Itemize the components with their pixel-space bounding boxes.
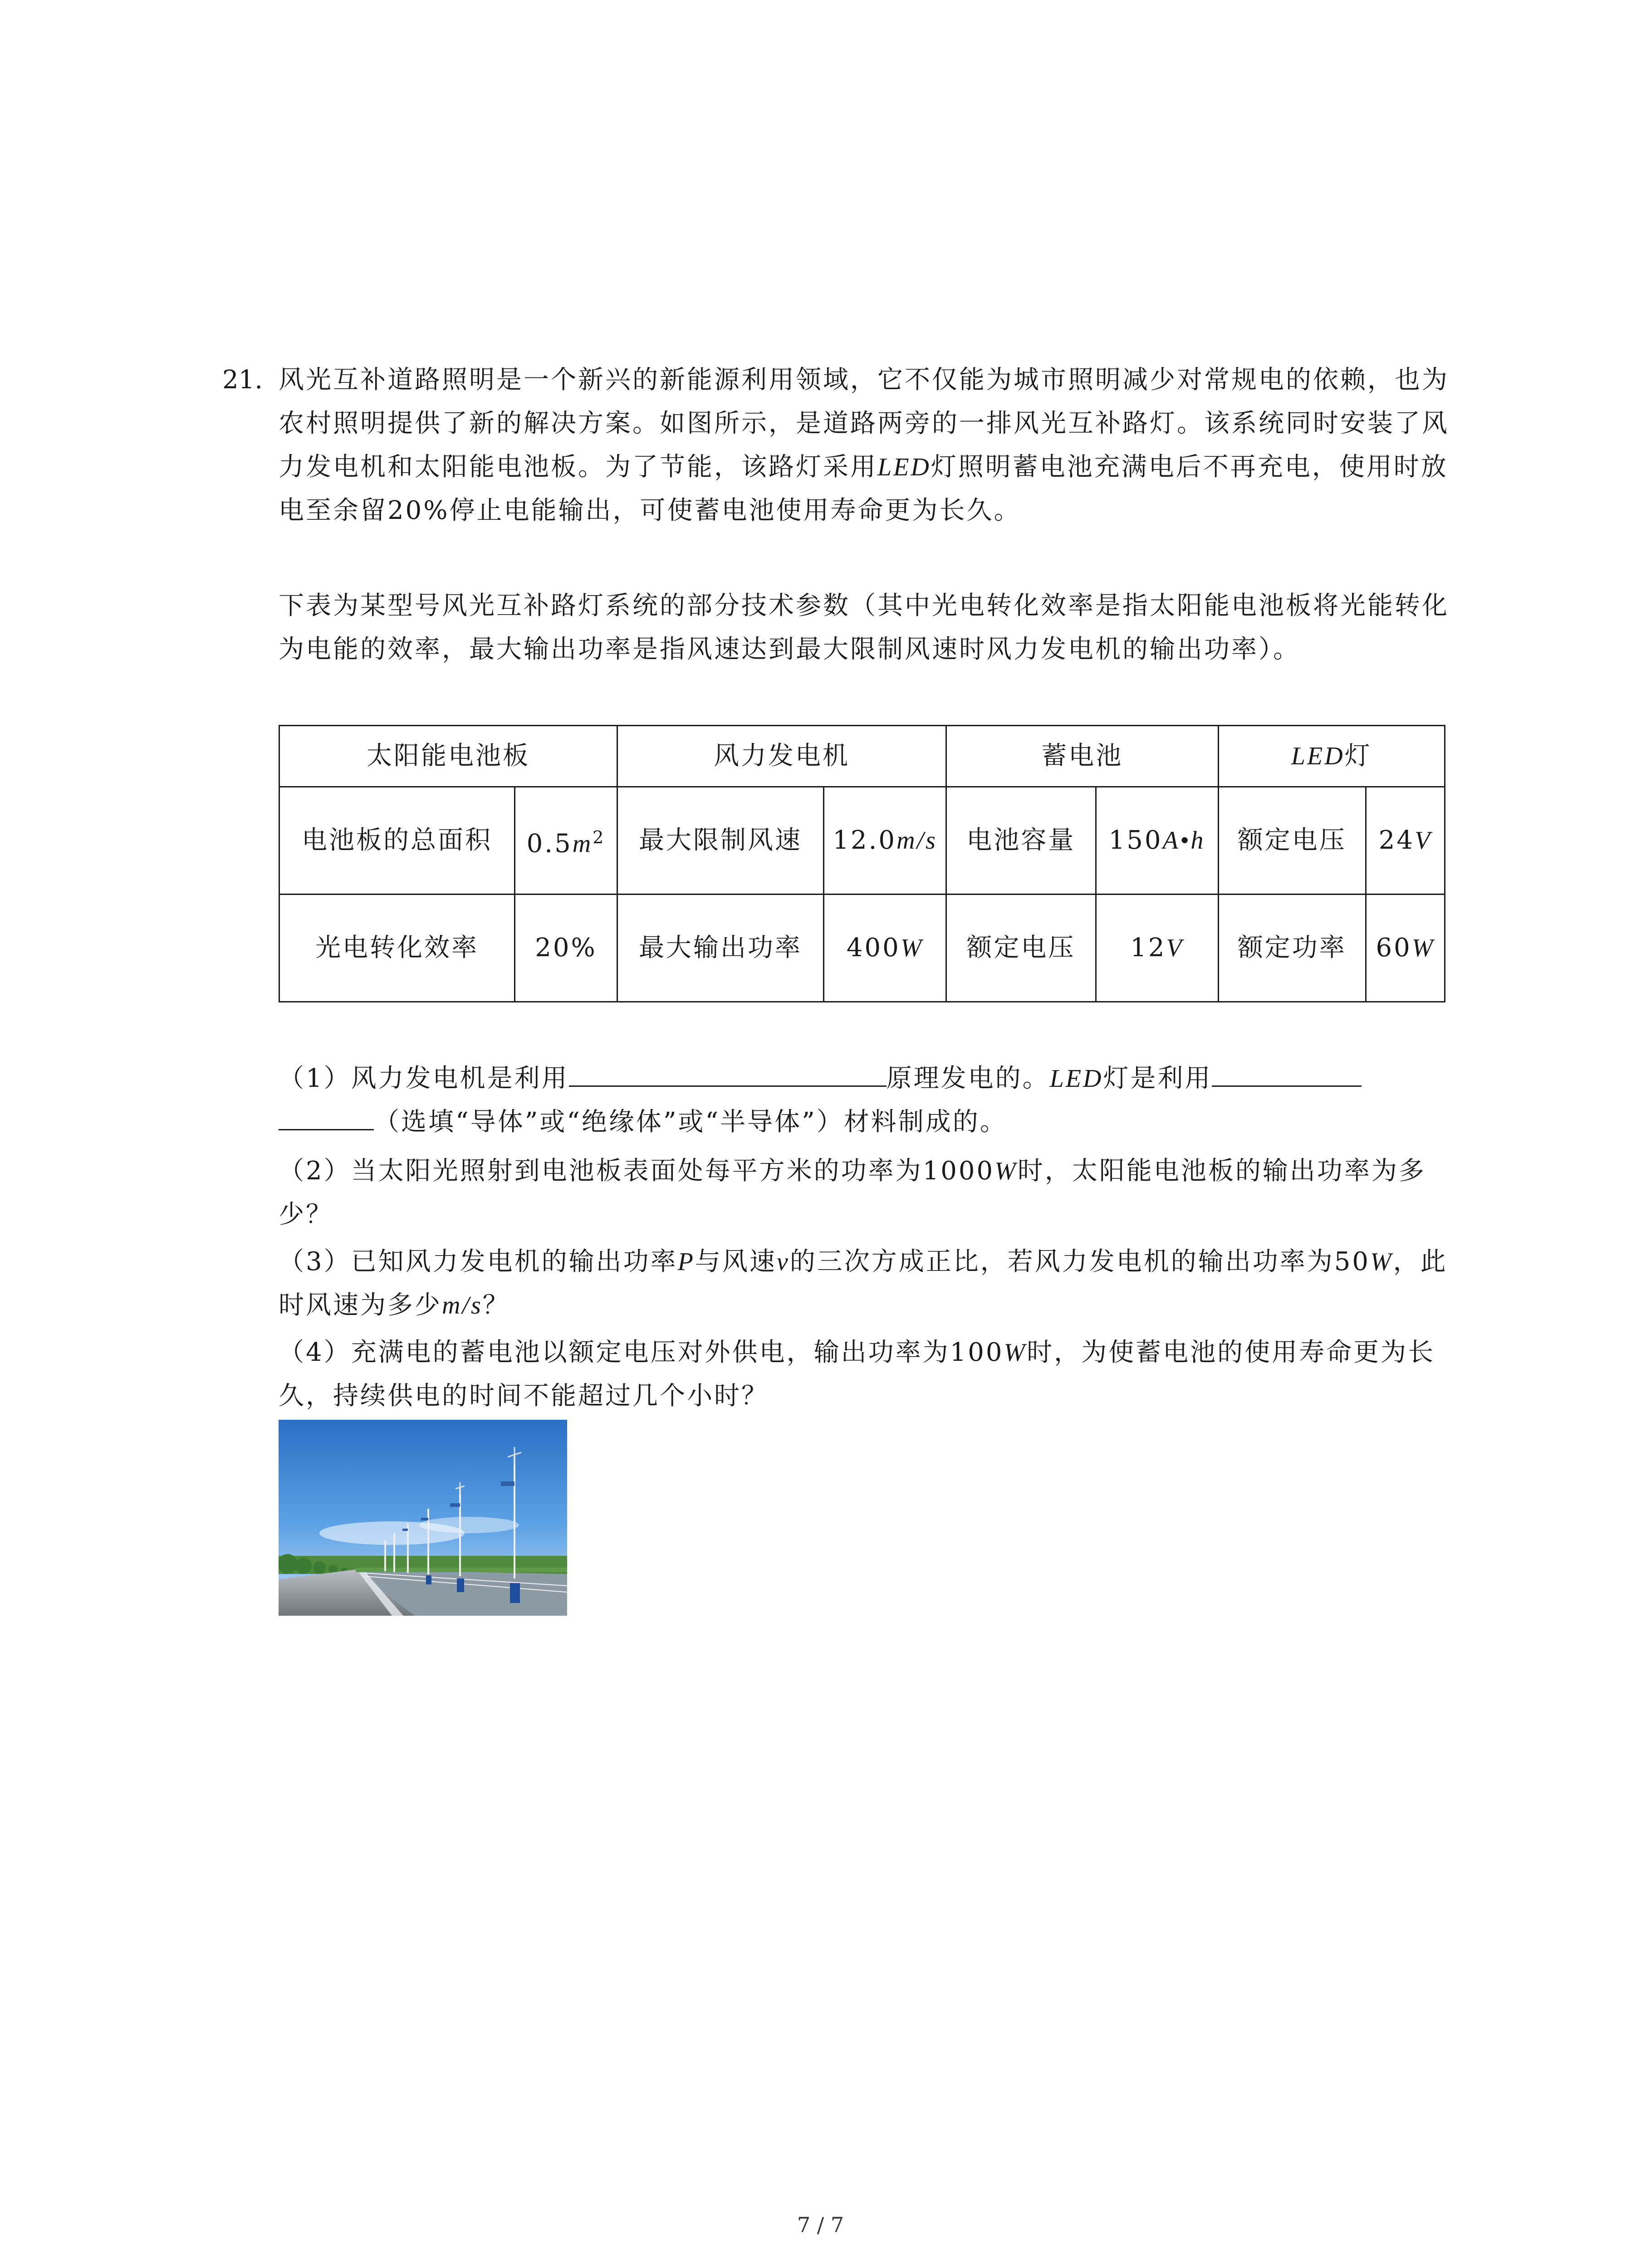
value-number: 12.0 <box>833 826 897 855</box>
subquestion-2 <box>279 1149 1458 1237</box>
cell-capacity-value <box>1096 787 1218 894</box>
header-led-lamp <box>1218 726 1445 787</box>
q3-symbol-v: v <box>776 1248 790 1276</box>
q3-unit-2: m/s <box>442 1291 483 1320</box>
street-lamp-photo <box>279 1420 567 1616</box>
value-number: 12 <box>1130 933 1166 963</box>
cell-led-voltage-value <box>1366 787 1445 894</box>
q3-text-b: 与风速 <box>695 1247 777 1276</box>
value-unit: A•h <box>1162 826 1205 855</box>
q2-unit: W <box>994 1157 1018 1185</box>
parameter-table <box>279 725 1445 1002</box>
value-number: 0.5 <box>526 829 573 859</box>
intro-text-1: 风光互补道路照明是一个新兴的新能源利用领域，它不仅能为城市照明减少对常规电的依赖，也为农村照明提供了新的解决方案。如图所示，是道路两旁的一排风光互补路灯。该系统同时安装了风力发电机和太阳能电池板。为了节能，该路灯采用 <box>279 365 1449 482</box>
cell-led-power-label: 额定功率 <box>1218 894 1366 1002</box>
subquestion-4 <box>279 1331 1458 1418</box>
q4-unit: W <box>1004 1339 1027 1367</box>
q1-text-b: 原理发电的。 <box>886 1064 1050 1093</box>
q3-text-c: 的三次方成正比，若风力发电机的输出功率为50 <box>789 1247 1370 1276</box>
cell-max-wind-label: 最大限制风速 <box>617 787 823 894</box>
intro-text-2: 灯照明蓄电池充满电后不再充电，使用时放电至余留20%停止电能输出，可使蓄电池使用寿命更为长久。 <box>279 452 1448 525</box>
cell-led-power-value <box>1366 894 1445 1002</box>
q3-text-d: ，此时风速为多少 <box>279 1247 1448 1320</box>
cell-led-voltage-label: 额定电压 <box>1218 787 1366 894</box>
cell-efficiency-label: 光电转化效率 <box>279 894 515 1002</box>
q2-text-a: （2）当太阳光照射到电池板表面处每平方米的功率为1000 <box>279 1156 995 1186</box>
subquestion-1 <box>279 1057 1458 1144</box>
answer-blank[interactable] <box>1212 1058 1362 1087</box>
value-unit: V <box>1166 934 1184 962</box>
q3-text-e: ？ <box>482 1290 510 1320</box>
table-row <box>279 894 1445 1002</box>
q3-symbol-p: P <box>677 1248 695 1276</box>
cell-panel-area-value <box>515 787 617 894</box>
value-number: 24 <box>1378 826 1415 855</box>
value-number: 400 <box>846 933 901 963</box>
value-unit: m <box>572 830 593 858</box>
value-number: 150 <box>1108 826 1163 855</box>
q2-text-b: 时，太阳能电池板的输出功率为多少？ <box>279 1156 1426 1229</box>
header-led-italic: LED <box>1291 742 1345 770</box>
question-intro <box>279 358 1449 533</box>
table-header-row <box>279 726 1445 787</box>
page-number: 7 / 7 <box>797 2213 844 2237</box>
cell-battery-voltage-value <box>1096 894 1218 1002</box>
q1-led: LED <box>1049 1065 1103 1093</box>
q1-text-a: （1）风力发电机是利用 <box>279 1064 569 1093</box>
question-number: 21. <box>222 365 263 395</box>
value-unit: W <box>900 934 924 962</box>
cell-capacity-label: 电池容量 <box>946 787 1096 894</box>
value-unit: V <box>1415 826 1432 855</box>
q4-text-a: （4）充满电的蓄电池以额定电压对外供电，输出功率为100 <box>279 1338 1004 1367</box>
value-superscript: 2 <box>593 827 606 847</box>
table-intro: 下表为某型号风光互补路灯系统的部分技术参数（其中光电转化效率是指太阳能电池板将光能转化为电能的效率，最大输出功率是指风速达到最大限制风速时风力发电机的输出功率）。 <box>279 591 1449 664</box>
subquestion-3 <box>279 1240 1458 1327</box>
cell-battery-voltage-label: 额定电压 <box>946 894 1096 1002</box>
cell-max-power-value <box>824 894 946 1002</box>
header-wind-generator: 风力发电机 <box>617 726 946 787</box>
cell-efficiency-value: 20% <box>515 894 617 1002</box>
header-led-rest: 灯 <box>1344 741 1372 771</box>
q1-text-c: 灯是利用 <box>1103 1064 1212 1093</box>
answer-blank[interactable] <box>569 1058 887 1087</box>
q3-text-a: （3）已知风力发电机的输出功率 <box>279 1247 678 1276</box>
intro-led: LED <box>877 453 931 481</box>
cell-panel-area-label: 电池板的总面积 <box>279 787 515 894</box>
header-solar-panel: 太阳能电池板 <box>279 726 617 787</box>
q4-text-b: 时，为使蓄电池的使用寿命更为长久，持续供电的时间不能超过几个小时？ <box>279 1338 1435 1411</box>
table-row <box>279 787 1445 894</box>
q1-text-d: （选填“导体”或“绝缘体”或“半导体”）材料制成的。 <box>374 1107 1007 1137</box>
cell-max-wind-value <box>824 787 946 894</box>
cell-max-power-label: 最大输出功率 <box>617 894 823 1002</box>
value-unit: m/s <box>896 826 937 855</box>
header-battery: 蓄电池 <box>946 726 1218 787</box>
value-unit: W <box>1411 934 1435 962</box>
q3-unit: W <box>1370 1248 1393 1276</box>
answer-blank[interactable] <box>279 1102 374 1130</box>
value-number: 60 <box>1376 933 1412 963</box>
